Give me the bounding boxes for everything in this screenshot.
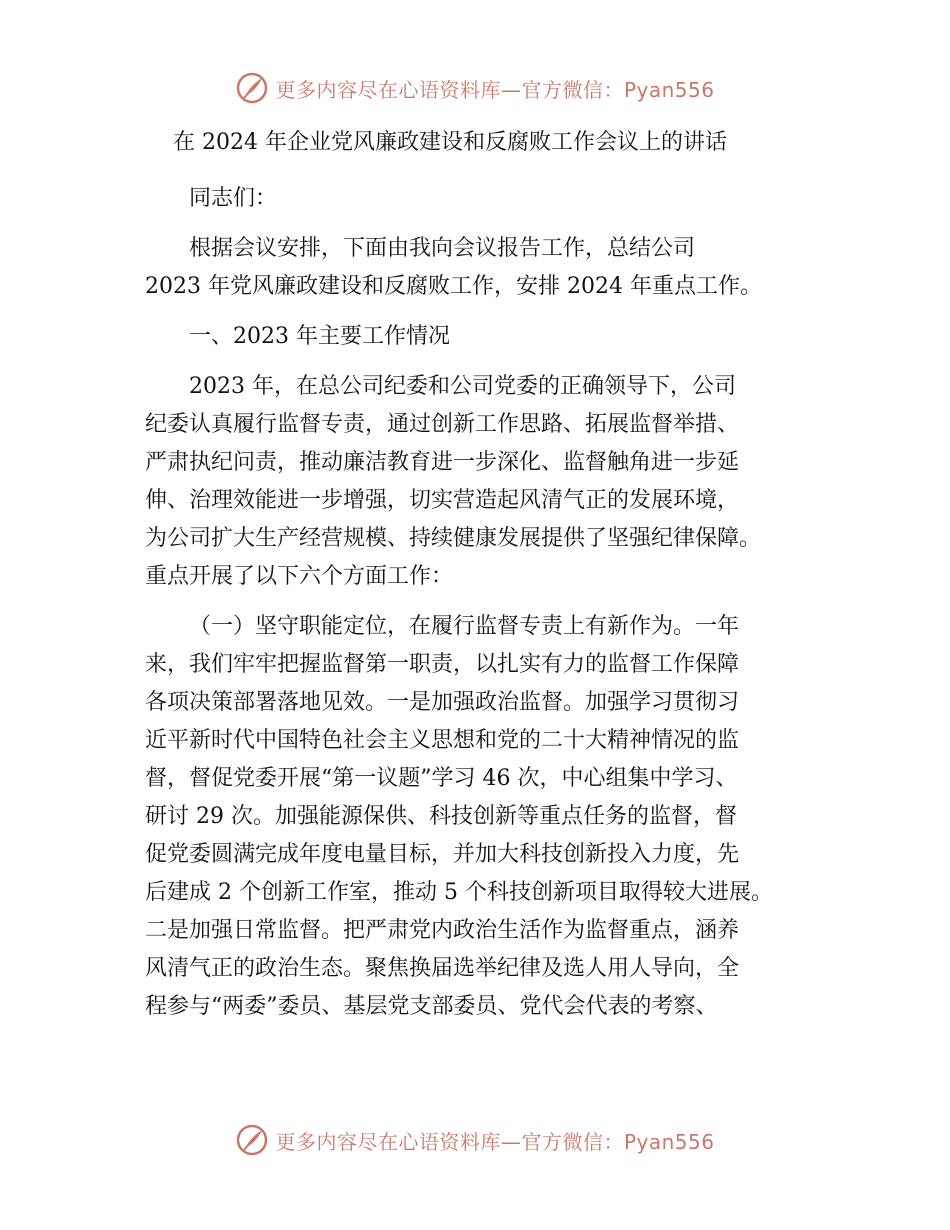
text-line: 来，我们牢牢把握监督第一职责，以扎实有力的监督工作保障 [145,652,740,677]
text-line: 督，督促党委开展“第一议题”学习 46 次，中心组集中学习、 [145,766,738,791]
text-line: （一）坚守职能定位，在履行监督专责上有新作为。一年 [189,614,740,639]
text-line: 伸、治理效能进一步增强，切实营造起风清气正的发展环境， [145,488,740,513]
text-line: 重点开展了以下六个方面工作： [145,564,454,589]
paragraph-item-one [145,608,815,1026]
text-line: 严肃执纪问责，推动廉洁教育进一步深化、监督触角进一步延 [145,450,740,475]
text-line: 2023 年，在总公司纪委和公司党委的正确领导下，公司 [189,374,736,399]
text-line: 纪委认真履行监督专责，通过创新工作思路、拓展监督举措、 [145,412,740,437]
page-title: 在 2024 年企业党风廉政建设和反腐败工作会议上的讲话 [173,130,727,155]
section-heading: 一、2023 年主要工作情况 [189,324,450,349]
feather-pen-icon [235,1123,269,1157]
text-line: 为公司扩大生产经营规模、持续健康发展提供了坚强纪律保障。 [145,526,762,551]
text-line: 促党委圆满完成年度电量目标，并加大科技创新投入力度，先 [145,842,740,867]
text-line: 程参与“两委”委员、基层党支部委员、党代会代表的考察、 [145,994,718,1019]
text-line: 后建成 2 个创新工作室，推动 5 个科技创新项目取得较大进展。 [145,880,773,905]
watermark-text: 更多内容尽在心语资料库—官方微信：Pyan556 [275,77,715,102]
greeting: 同志们： [189,186,278,211]
paragraph-overview [145,368,815,596]
footer-watermark [0,1120,950,1160]
text-line: 研讨 29 次。加强能源保供、科技创新等重点任务的监督，督 [145,804,737,829]
watermark-text: 更多内容尽在心语资料库—官方微信：Pyan556 [275,1129,715,1154]
text-line: 风清气正的政治生态。聚焦换届选举纪律及选人用人导向，全 [145,956,740,981]
text-line: 近平新时代中国特色社会主义思想和党的二十大精神情况的监 [145,728,740,753]
intro-paragraph [145,230,815,306]
text-line: 二是加强日常监督。把严肃党内政治生活作为监督重点，涵养 [145,918,740,943]
feather-pen-icon [235,71,269,105]
text-line: 2023 年党风廉政建设和反腐败工作，安排 2024 年重点工作。 [145,274,762,299]
text-line: 各项决策部署落地见效。一是加强政治监督。加强学习贯彻习 [145,690,740,715]
document-body [145,118,815,1026]
header-watermark [0,68,950,108]
text-line: 根据会议安排，下面由我向会议报告工作，总结公司 [189,236,696,261]
